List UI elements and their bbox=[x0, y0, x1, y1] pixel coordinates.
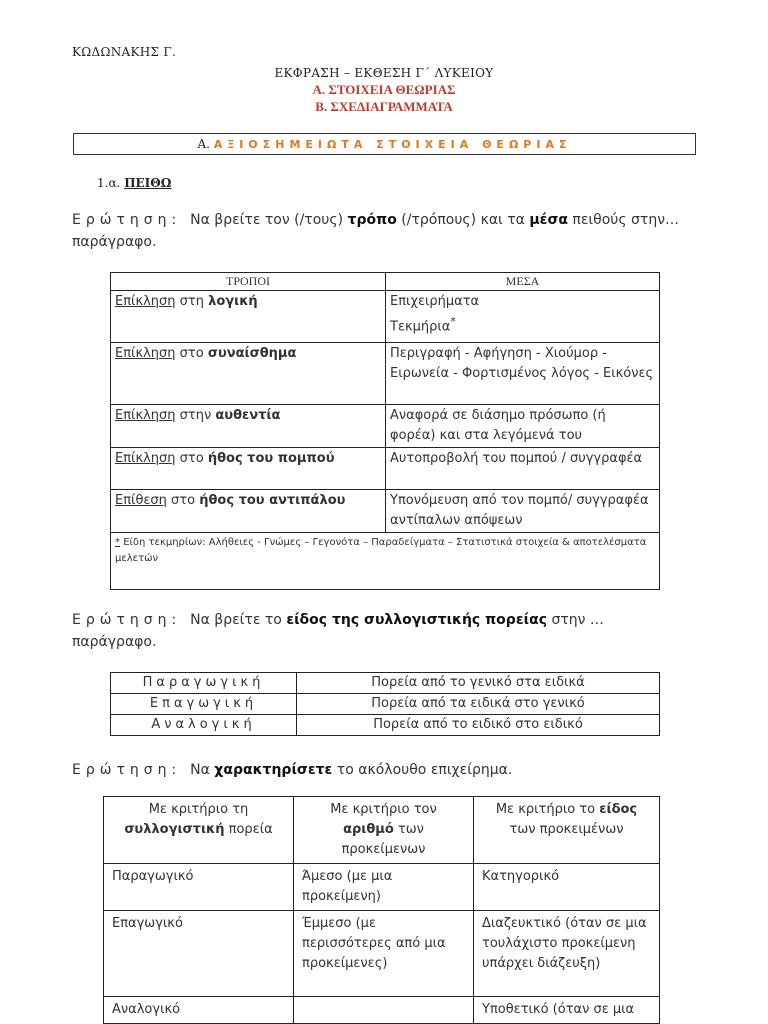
table-row bbox=[111, 291, 660, 343]
table-cell: Έμμεσο (με περισσότερες από μια προκείμενες) bbox=[294, 911, 474, 997]
column-header: Με κριτήριο τη συλλογιστική πορεία bbox=[104, 797, 294, 864]
table-row bbox=[111, 448, 660, 490]
table-row bbox=[104, 997, 660, 1024]
means-cell: Υπονόμευση από τον πομπό/ συγγραφέα αντίπαλων απόψεων bbox=[386, 490, 660, 533]
subsection-label: ΠΕΙΘΩ bbox=[124, 176, 172, 190]
method-cell: Επίκληση στη λογική bbox=[111, 291, 386, 343]
persuasion-table bbox=[110, 272, 660, 590]
table-header-row bbox=[104, 797, 660, 864]
table-row bbox=[104, 864, 660, 911]
footnote-marker: * bbox=[450, 315, 456, 328]
reasoning-type-cell: Επαγωγική bbox=[111, 694, 297, 715]
means-cell: Περιγραφή - Αφήγηση - Χιούμορ - Ειρωνεία - Φορτισμένος λόγος - Εικόνες bbox=[386, 343, 660, 405]
section-heading-box bbox=[73, 133, 696, 155]
table-cell: Άμεσο (με μια προκείμενη) bbox=[294, 864, 474, 911]
question-3: Ερώτηση: Να χαρακτηρίσετε το ακόλουθο επιχείρημα. bbox=[72, 762, 513, 778]
table-cell: Υποθετικό (όταν σε μια bbox=[474, 997, 660, 1024]
part-a-title: Α. ΣΤΟΙΧΕΙΑ ΘΕΩΡΙΑΣ bbox=[312, 82, 456, 97]
means-cell: Επιχειρήματα Τεκμήρια* bbox=[386, 291, 660, 343]
table-row bbox=[111, 405, 660, 448]
table-row bbox=[111, 673, 660, 694]
footnote-cell: * Είδη τεκμηρίων: Αλήθειες - Γνώμες – Γεγονότα – Παραδείγματα – Στατιστικά στοιχεία & αποτελέσματα μελετών bbox=[111, 533, 660, 590]
table-row bbox=[111, 694, 660, 715]
table-row bbox=[111, 490, 660, 533]
column-header: ΜΕΣΑ bbox=[386, 273, 660, 291]
table-cell: Παραγωγικό bbox=[104, 864, 294, 911]
author-name: ΚΩΔΩΝΑΚΗΣ Γ. bbox=[72, 45, 177, 59]
document-title: ΕΚΦΡΑΣΗ – ΕΚΘΕΣΗ Γ΄ ΛΥΚΕΙΟΥ bbox=[274, 66, 494, 80]
question-lead: Ερώτηση: bbox=[72, 762, 182, 778]
column-header: ΤΡΟΠΟΙ bbox=[111, 273, 386, 291]
table-header-row bbox=[111, 273, 660, 291]
question-lead: Ερώτηση: bbox=[72, 612, 182, 628]
reasoning-desc-cell: Πορεία από τα ειδικά στο γενικό bbox=[297, 694, 660, 715]
reasoning-table bbox=[110, 672, 660, 736]
reasoning-type-cell: Παραγωγική bbox=[111, 673, 297, 694]
question-1: Ερώτηση: Να βρείτε τον (/τους) τρόπο (/τρόπους) και τα μέσα πειθούς στην… παράγραφο. bbox=[72, 212, 680, 250]
reasoning-type-cell: Αναλογική bbox=[111, 715, 297, 736]
table-row bbox=[104, 911, 660, 997]
column-header: Με κριτήριο το είδος των προκειμένων bbox=[474, 797, 660, 864]
table-row bbox=[111, 715, 660, 736]
method-cell: Επίθεση στο ήθος του αντιπάλου bbox=[111, 490, 386, 533]
question-2: Ερώτηση: Να βρείτε το είδος της συλλογιστικής πορείας στην … παράγραφο. bbox=[72, 612, 604, 650]
column-header: Με κριτήριο τον αριθμό των προκείμενων bbox=[294, 797, 474, 864]
means-cell: Αυτοπροβολή του πομπού / συγγραφέα bbox=[386, 448, 660, 490]
method-cell: Επίκληση στην αυθεντία bbox=[111, 405, 386, 448]
question-lead: Ερώτηση: bbox=[72, 212, 182, 228]
argument-classification-table bbox=[103, 796, 660, 1024]
section-title: ΑΞΙΟΣΗΜΕΙΩΤΑ ΣΤΟΙΧΕΙΑ ΘΕΩΡΙΑΣ bbox=[213, 138, 572, 151]
means-cell: Αναφορά σε διάσημο πρόσωπο (ή φορέα) και στα λεγόμενά του bbox=[386, 405, 660, 448]
table-cell: Επαγωγικό bbox=[104, 911, 294, 997]
table-cell bbox=[294, 997, 474, 1024]
footnote-text: Είδη τεκμηρίων: Αλήθειες - Γνώμες – Γεγονότα – Παραδείγματα – Στατιστικά στοιχεία & αποτελέσματα μελετών bbox=[115, 537, 647, 564]
section-prefix: Α. bbox=[197, 137, 210, 151]
table-cell: Αναλογικό bbox=[104, 997, 294, 1024]
part-b-title: Β. ΣΧΕΔΙΑΓΡΑΜΜΑΤΑ bbox=[315, 99, 453, 114]
footnote-row bbox=[111, 533, 660, 590]
method-cell: Επίκληση στο ήθος του πομπού bbox=[111, 448, 386, 490]
table-row bbox=[111, 343, 660, 405]
reasoning-desc-cell: Πορεία από το ειδικό στο ειδικό bbox=[297, 715, 660, 736]
table-cell: Κατηγορικό bbox=[474, 864, 660, 911]
reasoning-desc-cell: Πορεία από το γενικό στα ειδικά bbox=[297, 673, 660, 694]
table-cell: Διαζευκτικό (όταν σε μια τουλάχιστο προκείμενη υπάρχει διάζευξη) bbox=[474, 911, 660, 997]
subsection-heading bbox=[97, 176, 171, 190]
method-cell: Επίκληση στο συναίσθημα bbox=[111, 343, 386, 405]
subsection-number: 1.α. bbox=[97, 176, 121, 190]
